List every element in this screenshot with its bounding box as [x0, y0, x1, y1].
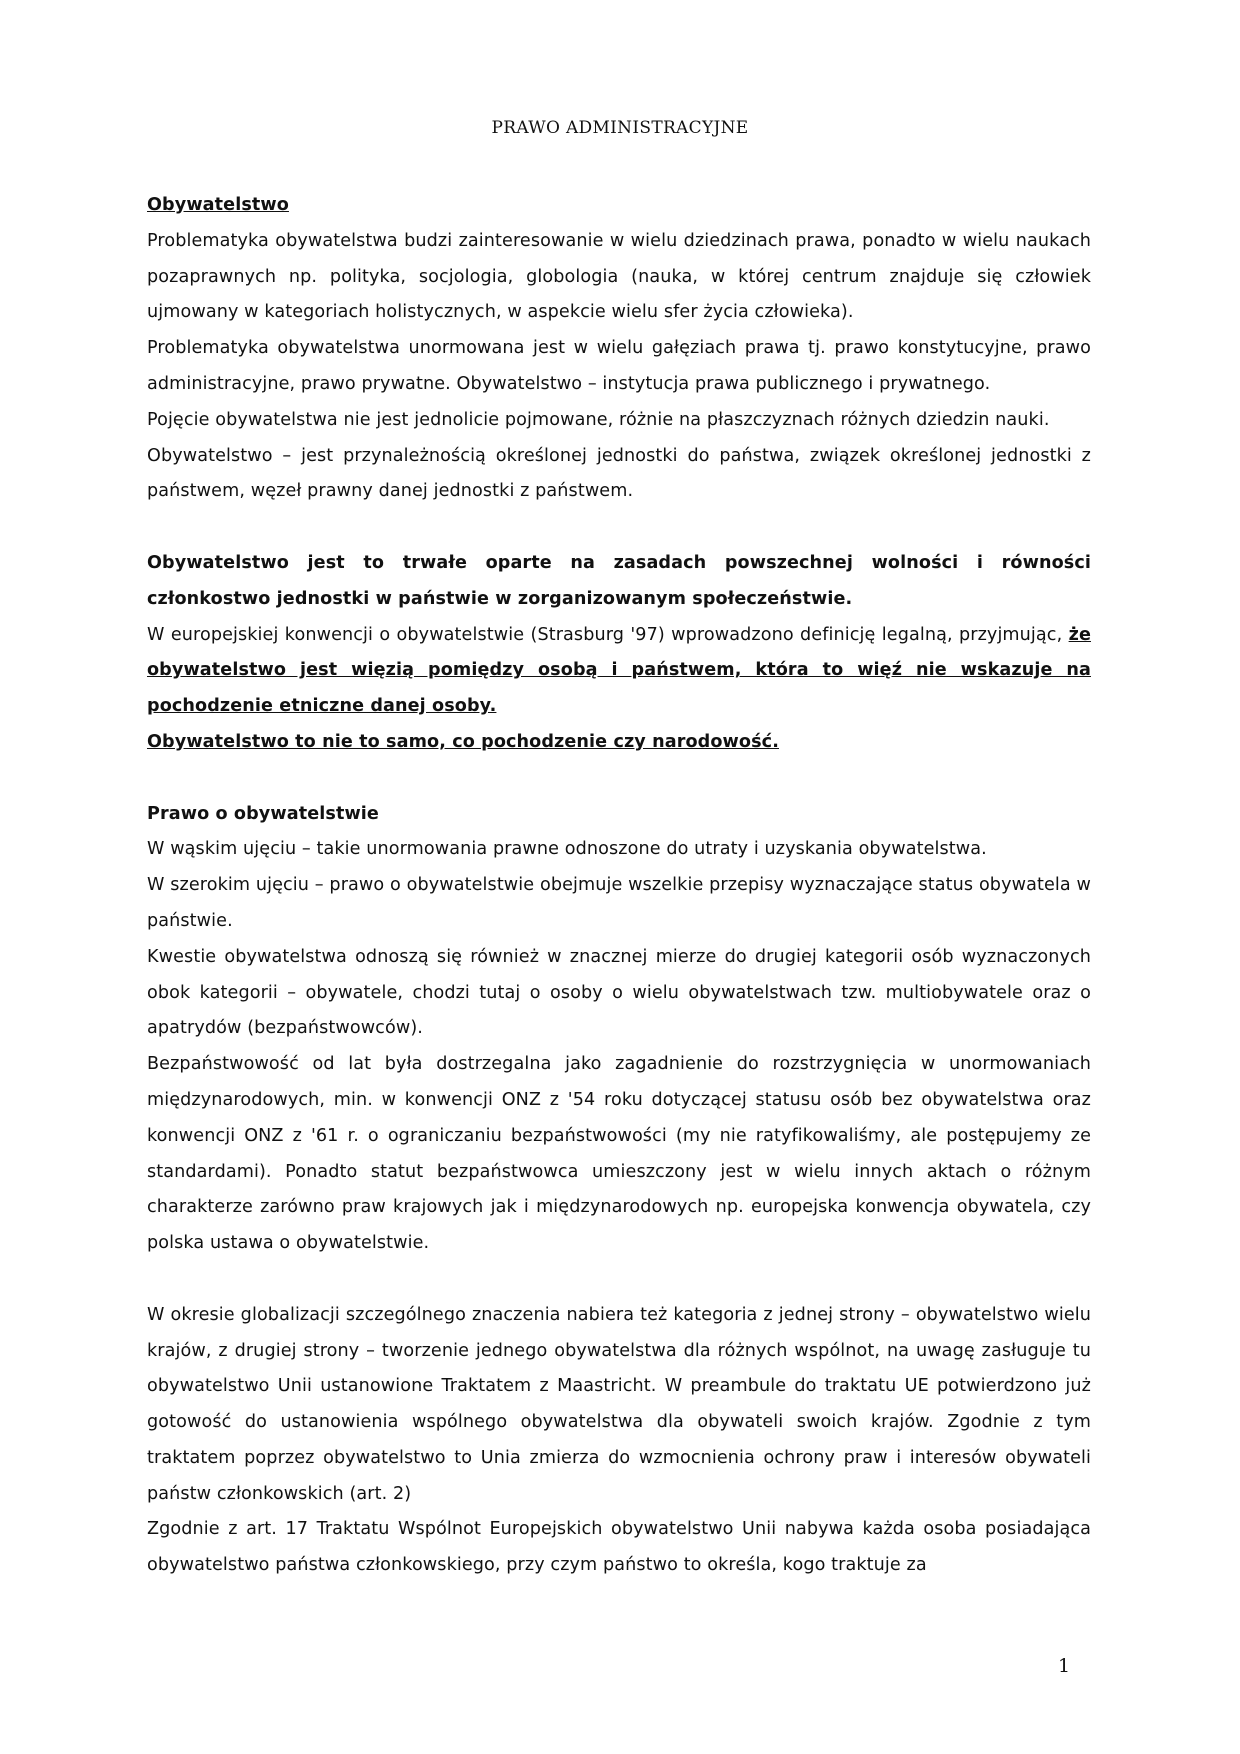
- spacer: [147, 510, 1091, 546]
- paragraph: Problematyka obywatelstwa unormowana jest w wielu gałęziach prawa tj. prawo konstytucyjne, prawo administracyjne, prawo prywatne. Obywatelstwo – instytucja prawa publicznego i prywatnego.: [147, 338, 1091, 394]
- paragraph: Obywatelstwo – jest przynależnością określonej jednostki do państwa, związek określonej jednostki z państwem, węzeł prawny danej jednostki z państwem.: [147, 445, 1091, 502]
- paragraph: Pojęcie obywatelstwa nie jest jednolicie pojmowane, różnie na płaszczyznach różnych dziedzin nauki.: [147, 409, 1050, 430]
- section-heading-obywatelstwo: Obywatelstwo: [147, 195, 289, 215]
- paragraph: W wąskim ujęciu – takie unormowania prawne odnoszone do utraty i uzyskania obywatelstwa.: [147, 839, 987, 860]
- section-heading-prawo-o-obywatelstwie: Prawo o obywatelstwie: [147, 803, 379, 824]
- paragraph: [147, 618, 1091, 725]
- spacer: [147, 761, 1091, 797]
- page-number: 1: [1058, 1655, 1071, 1677]
- paragraph: W szerokim ujęciu – prawo o obywatelstwie obejmuje wszelkie przepisy wyznaczające status obywatela w państwie.: [147, 875, 1091, 931]
- paragraph-text: W europejskiej konwencji o obywatelstwie (Strasburg '97) wprowadzono definicję legalną, przyjmując,: [147, 624, 1063, 645]
- paragraph: Zgodnie z art. 17 Traktatu Wspólnot Europejskich obywatelstwo Unii nabywa każda osoba posiadająca obywatelstwo państwa członkowskiego, przy czym państwo to określa, kogo traktuje za: [147, 1519, 1091, 1576]
- paragraph: Problematyka obywatelstwa budzi zainteresowanie w wielu dziedzinach prawa, ponadto w wielu naukach pozaprawnych np. polityka, socjologia, globologia (nauka, w której centrum znajduje się człowiek ujmowany w kategoriach holistycznych, w aspekcie wielu sfer życia człowieka).: [147, 230, 1091, 323]
- spacer: [147, 1262, 1091, 1298]
- document-title: PRAWO ADMINISTRACYJNE: [491, 118, 749, 138]
- emphasis-underlined: Obywatelstwo to nie to samo, co pochodzenie czy narodowość.: [147, 731, 779, 752]
- definition-bold: Obywatelstwo jest to trwałe oparte na zasadach powszechnej wolności i równości członkostwo jednostki w państwie w zorganizowanym społeczeństwie.: [147, 552, 1091, 609]
- paragraph: Kwestie obywatelstwa odnoszą się również w znacznej mierze do drugiej kategorii osób wyznaczonych obok kategorii – obywatele, chodzi tutaj o osoby o wielu obywatelstwach tzw. multiobywatele oraz o apatrydów (bezpaństwowców).: [147, 946, 1091, 1039]
- paragraph: W okresie globalizacji szczególnego znaczenia nabiera też kategoria z jednej strony – obywatelstwo wielu krajów, z drugiej strony – tworzenie jednego obywatelstwa dla różnych wspólnot, na uwagę zasługuje tu obywatelstwo Unii ustanowione Traktatem z Maastricht. W preambule do traktatu UE potwierdzono już gotowość do ustanowienia wspólnego obywatelstwa dla obywateli swoich krajów. Zgodnie z tym traktatem poprzez obywatelstwo to Unia zmierza do wzmocnienia ochrony praw i interesów obywateli państw członkowskich (art. 2): [147, 1304, 1091, 1504]
- paragraph: Bezpaństwowość od lat była dostrzegalna jako zagadnienie do rozstrzygnięcia w unormowaniach międzynarodowych, min. w konwencji ONZ z '54 roku dotyczącej statusu osób bez obywatelstwa oraz konwencji ONZ z '61 r. o ograniczaniu bezpaństwowości (my nie ratyfikowaliśmy, ale postępujemy ze standardami). Ponadto statut bezpaństwowca umieszczony jest w wielu innych aktach o różnym charakterze zarówno praw krajowych jak i międzynarodowych np. europejska konwencja obywatela, czy polska ustawa o obywatelstwie.: [147, 1054, 1091, 1254]
- document-body: [147, 188, 1091, 1584]
- emphasis-underlined: że obywatelstwo jest więzią pomiędzy osobą i państwem, która to więź nie wskazuje na pochodzenie etniczne danej osoby.: [147, 624, 1091, 717]
